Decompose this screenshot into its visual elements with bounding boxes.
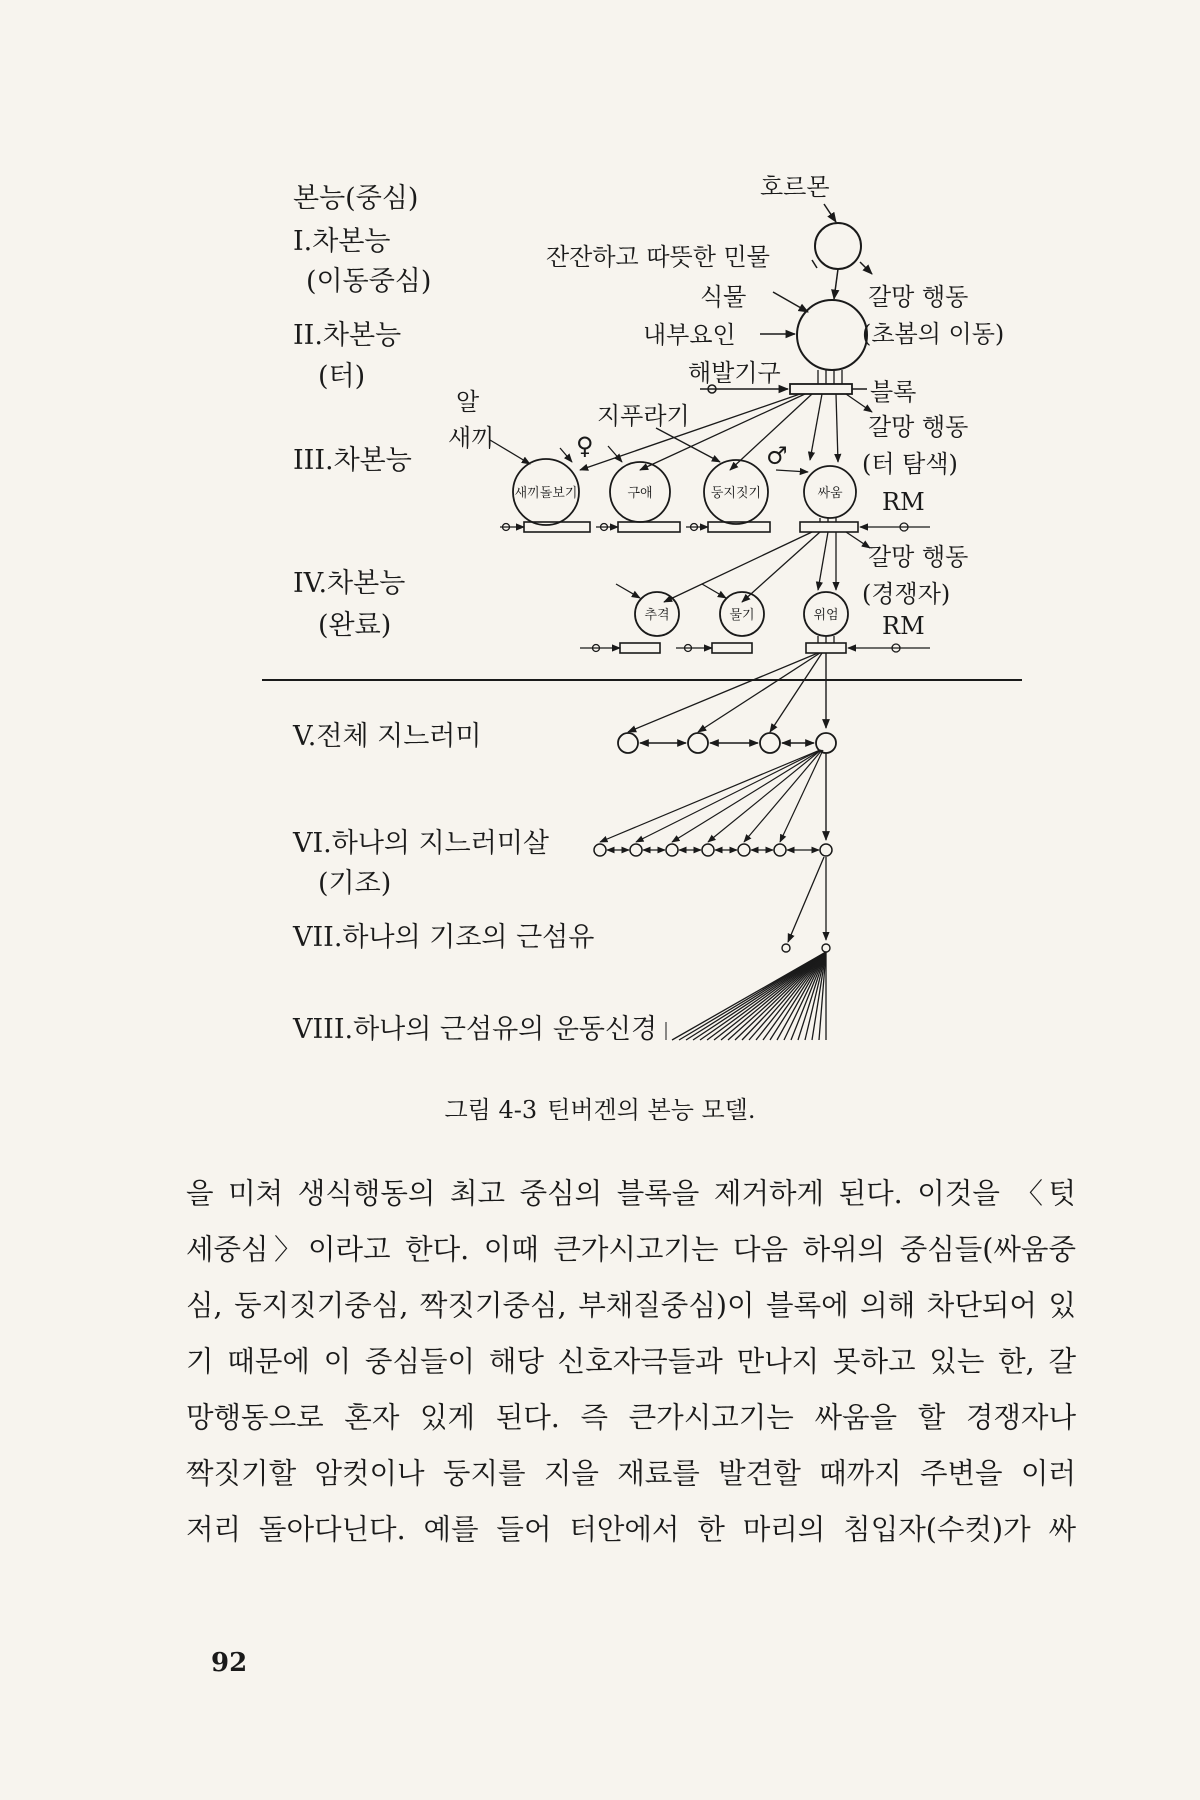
rm-label-1: RM <box>882 488 925 516</box>
threat-label: 위엄 <box>813 608 839 623</box>
bite-label: 물기 <box>729 608 755 623</box>
muscle-fiber-node <box>822 944 830 952</box>
level-1-sub-label: (이동중심) <box>306 266 432 297</box>
ray-node <box>774 844 786 856</box>
appetitive-behavior-1-sub: (초봄의 이동) <box>862 320 1005 348</box>
plant-arrow <box>773 292 808 312</box>
water-label: 잔잔하고 따뜻한 민물 <box>546 243 770 271</box>
ray-node <box>820 844 832 856</box>
level-8-label: VIII.하나의 근섬유의 운동신경 <box>293 1014 658 1045</box>
body-line: 저리 돌아다닌다. 예를 들어 터안에서 한 마리의 침입자(수컷)가 싸 <box>186 1513 1076 1546</box>
motor-neuron-fan <box>672 952 826 1040</box>
water-connector-line <box>812 260 817 268</box>
appetitive-behavior-1-label: 갈망 행동 <box>868 283 969 311</box>
level-2-label: II.차본능 <box>293 320 402 351</box>
figure-number: 그림 4-3 <box>444 1096 538 1124</box>
fin-node <box>618 733 638 753</box>
level-5-label: V.전체 지느러미 <box>293 721 482 752</box>
fin-node <box>760 733 780 753</box>
block-bar-courtship <box>618 522 680 532</box>
block-bar-threat <box>806 643 846 653</box>
stimulus-arrow <box>490 440 530 464</box>
ray-node <box>738 844 750 856</box>
body-line: 을 미쳐 생식행동의 최고 중심의 블록을 제거하게 된다. 이것을 〈텃 <box>186 1177 1076 1210</box>
figure-caption <box>0 1090 1200 1125</box>
page-number: 92 <box>211 1648 248 1678</box>
fan-line <box>698 653 820 732</box>
release-mechanism-label: 해발기구 <box>688 359 781 387</box>
ray-node <box>666 844 678 856</box>
fan-line <box>810 394 822 460</box>
level-1-center-circle <box>815 223 861 269</box>
stimulus-arrow <box>702 584 726 598</box>
fan-line <box>672 750 821 842</box>
fan-line <box>818 532 828 590</box>
appetitive-behavior-2-label: 갈망 행동 <box>868 413 969 441</box>
level-4-label: IV.차본능 <box>293 568 406 599</box>
stimulus-arrow <box>776 470 808 472</box>
level-6-label: VI.하나의 지느러미살 <box>293 828 549 859</box>
level-7-label: VII.하나의 기조의 근섬유 <box>293 922 595 953</box>
block-bar-bite <box>712 643 752 653</box>
level-2-center-circle <box>797 300 867 370</box>
female-symbol: ♀ <box>576 432 594 460</box>
nest-building-label: 둥지짓기 <box>710 486 762 501</box>
level-4-sub-label: (완료) <box>318 610 392 641</box>
fan-line <box>788 857 824 942</box>
body-paragraph <box>186 1166 1076 1558</box>
appetitive-behavior-3-sub: (경쟁자) <box>862 580 951 608</box>
straw-label: 지푸라기 <box>597 402 690 430</box>
fan-line <box>744 750 822 842</box>
block-bar-2 <box>790 384 852 394</box>
fan-line <box>628 653 818 732</box>
fan-line <box>636 750 820 842</box>
fin-node <box>688 733 708 753</box>
ray-node <box>702 844 714 856</box>
level-3-label: III.차본능 <box>293 445 412 476</box>
body-line: 세중심〉이라고 한다. 이때 큰가시고기는 다음 하위의 중심들(싸움중 <box>186 1233 1076 1266</box>
egg-label: 알 <box>456 388 480 416</box>
appetitive-1-arrow <box>860 262 872 274</box>
ray-node <box>594 844 606 856</box>
block-bar-chase <box>620 643 660 653</box>
ray-node <box>630 844 642 856</box>
rm-label-2: RM <box>882 612 925 640</box>
level-center-label: 본능(중심) <box>293 183 419 214</box>
appetitive-behavior-3-label: 갈망 행동 <box>868 543 969 571</box>
level-1-label: I.차본능 <box>293 226 391 257</box>
appetitive-3-arrow <box>846 532 870 548</box>
courtship-label: 구애 <box>627 486 653 501</box>
stimulus-arrow <box>616 584 640 598</box>
fan-line <box>770 653 822 732</box>
body-line: 심, 둥지짓기중심, 짝짓기중심, 부채질중심)이 블록에 의해 차단되어 있 <box>186 1289 1076 1322</box>
appetitive-2-arrow <box>846 394 872 412</box>
fighting-label: 싸움 <box>817 486 843 501</box>
hormone-label: 호르몬 <box>760 173 830 201</box>
body-line: 망행동으로 혼자 있게 된다. 즉 큰가시고기는 싸움을 할 경쟁자나 <box>186 1401 1076 1434</box>
care-of-young-label: 새끼돌보기 <box>514 486 578 501</box>
male-symbol: ♂ <box>766 442 788 470</box>
body-line: 짝짓기할 암컷이나 둥지를 지을 재료를 발견할 때까지 주변을 이러 <box>186 1457 1076 1490</box>
body-line: 기 때문에 이 중심들이 해당 신호자극들과 만나지 못하고 있는 한, 갈 <box>186 1345 1076 1378</box>
center-1-to-2-arrow <box>834 269 838 299</box>
fan-line <box>708 750 821 842</box>
fan-line <box>836 394 838 462</box>
fan-line <box>742 532 820 602</box>
hormone-arrow <box>824 204 836 222</box>
block-bar-fight <box>800 522 858 532</box>
figure-title: 틴버겐의 본능 모델. <box>547 1096 756 1124</box>
level-6-sub-label: (기조) <box>318 868 392 899</box>
young-label: 새끼 <box>448 424 495 452</box>
chase-label: 추격 <box>644 608 670 623</box>
muscle-fiber-node <box>782 944 790 952</box>
block-label: 블록 <box>870 378 917 406</box>
stimulus-arrow <box>560 448 572 462</box>
internal-factor-label: 내부요인 <box>643 321 736 349</box>
plant-label: 식물 <box>700 283 747 311</box>
appetitive-behavior-2-sub: (터 탐색) <box>862 450 958 478</box>
level-2-sub-label: (터) <box>318 361 366 392</box>
